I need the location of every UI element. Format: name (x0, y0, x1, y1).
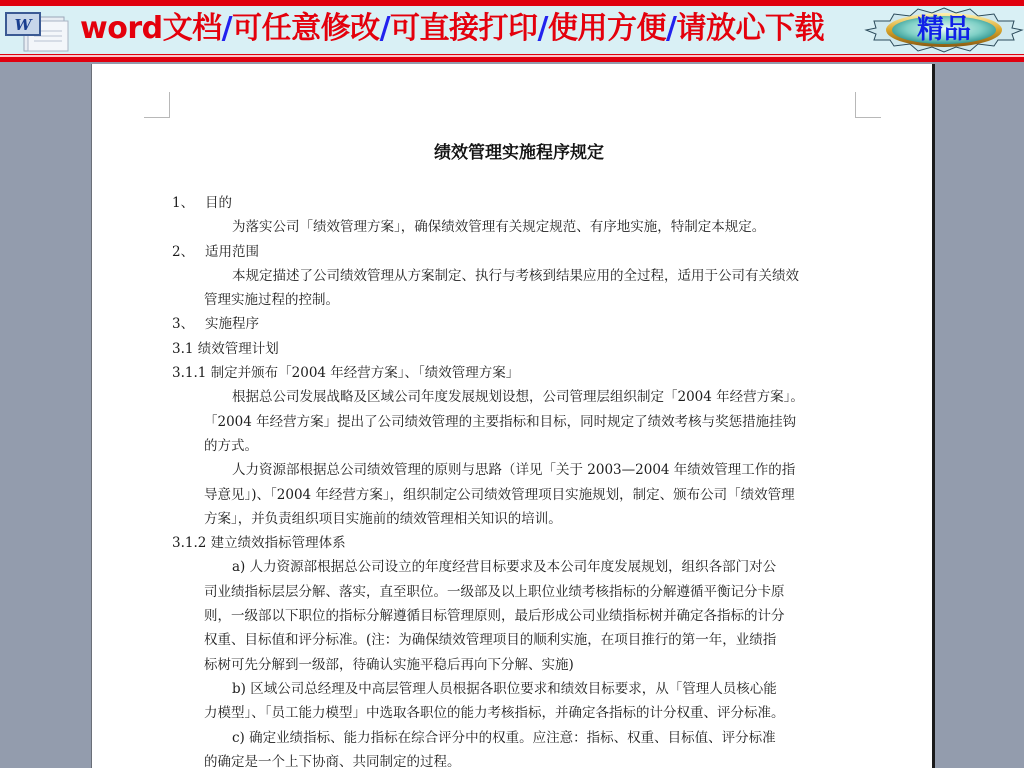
paragraph-line: 方案」，并负责组织项目实施前的绩效管理相关知识的培训。 (204, 510, 562, 527)
paragraph-line: 本规定描述了公司绩效管理从方案制定、执行与考核到结果应用的全过程，适用于公司有关绩效 (232, 267, 799, 284)
badge-label: 精品 (917, 14, 971, 45)
list-item-line: 力模型」、「员工能力模型」中选取各职位的能力考核指标，并确定各指标的计分权重、评分标准。 (204, 705, 785, 722)
paragraph-line: 管理实施过程的控制。 (204, 292, 339, 309)
paragraph-line: 导意见」)、「2004 年经营方案」，组织制定公司绩效管理项目实施规划，制定、颁布公司「绩效管理 (204, 486, 795, 503)
paragraph-line: 「2004 年经营方案」提出了公司绩效管理的主要指标和目标，同时规定了绩效考核与奖惩措施挂钩 (204, 413, 797, 430)
banner-slash: / (666, 11, 677, 46)
section-title: 适用范围 (205, 243, 259, 260)
document-title: 绩效管理实施程序规定 (434, 143, 604, 163)
section-heading (172, 312, 862, 336)
svg-text:W: W (14, 16, 32, 34)
section-heading (172, 191, 862, 215)
section-number: 2、 (172, 243, 195, 260)
section-title: 实施程序 (205, 316, 259, 333)
document-page (91, 64, 935, 768)
paragraph-line: 根据总公司发展战略及区域公司年度发展规划设想，公司管理层组织制定「2004 年经营方案」。 (232, 389, 804, 406)
premium-badge (864, 7, 1024, 53)
list-item-line: 权重、目标值和评分标准。(注：为确保绩效管理项目的顺利实施，在项目推行的第一年，业绩指 (204, 632, 777, 649)
section-heading (172, 240, 862, 264)
list-item-line: 司业绩指标层层分解、落实，直至职位。一级部及以上职位业绩考核指标的分解遵循平衡记分卡原 (204, 583, 785, 600)
banner-slash: / (221, 11, 233, 46)
subsection-heading: 3.1 绩效管理计划 (172, 340, 279, 357)
section-number: 3、 (172, 316, 195, 333)
banner-slash: / (379, 11, 391, 46)
list-item-line: b) 区域公司总经理及中高层管理人员根据各职位要求和绩效目标要求，从「管理人员核心能 (232, 680, 777, 697)
list-item-line: 标树可先分解到一级部，待确认实施平稳后再向下分解、实施) (204, 656, 574, 673)
paragraph-line: 人力资源部根据总公司绩效管理的原则与思路（详见「关于 2003—2004 年绩效管理工作的指 (232, 462, 796, 479)
paragraph-line: 为落实公司「绩效管理方案」，确保绩效管理有关规定规范、有序地实施，特制定本规定。 (232, 219, 766, 236)
banner-seg: 可直接打印 (390, 11, 538, 46)
banner-seg: 可任意修改 (232, 11, 380, 46)
margin-corner-mark (144, 92, 170, 118)
promo-banner (0, 0, 1024, 62)
word-document-icon (4, 9, 80, 53)
document-body (172, 138, 862, 768)
list-item-line: 的确定是一个上下协商、共同制定的过程。 (204, 753, 461, 768)
banner-slogan (80, 6, 824, 54)
subsection-heading: 3.1.1 制定并颁布「2004 年经营方案」、「绩效管理方案」 (172, 365, 520, 382)
paragraph-line: 的方式。 (204, 437, 258, 454)
banner-slash: / (537, 11, 549, 46)
subsection-heading: 3.1.2 建立绩效指标管理体系 (172, 535, 346, 552)
list-item-line: 则，一级部以下职位的指标分解遵循目标管理原则，最后形成公司业绩指标树并确定各指标的计分 (204, 608, 785, 625)
section-title: 目的 (205, 195, 232, 211)
list-item-line: c) 确定业绩指标、能力指标在综合评分中的权重。应注意：指标、权重、目标值、评分标准 (232, 729, 776, 746)
section-number: 1、 (172, 195, 195, 211)
margin-corner-mark (855, 92, 881, 118)
banner-seg: 使用方便 (548, 11, 667, 46)
banner-seg: word文档 (80, 11, 222, 46)
list-item-line: a) 人力资源部根据总公司设立的年度经营目标要求及本公司年度发展规划，组织各部门对公 (232, 559, 777, 576)
banner-seg: 请放心下载 (676, 11, 824, 46)
